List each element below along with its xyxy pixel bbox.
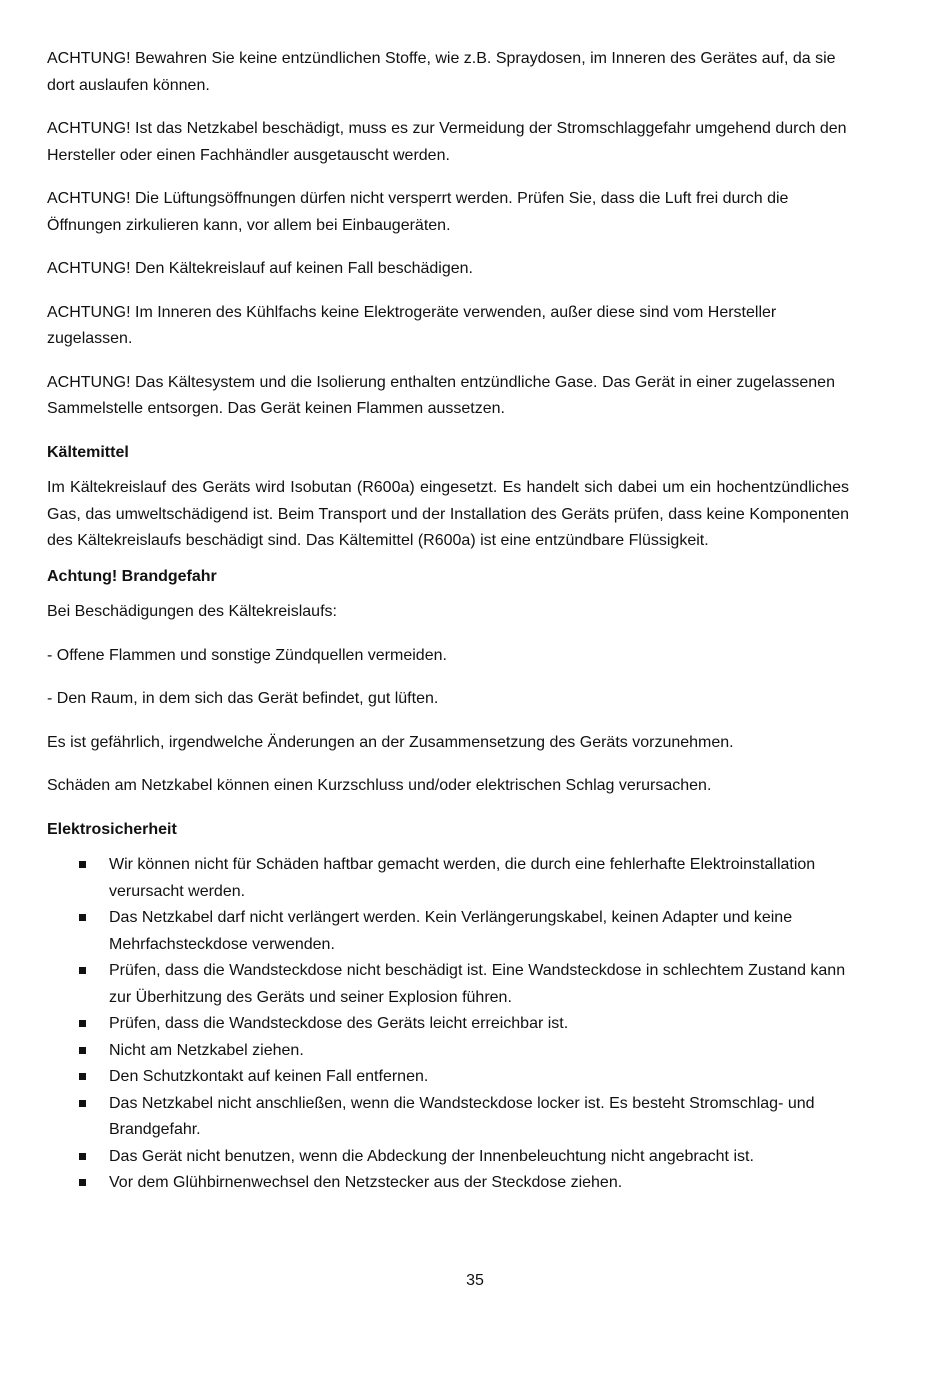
list-item: [109, 1064, 849, 1091]
section-heading-refrigerant: Kältemittel: [47, 443, 129, 461]
list-item-text: Nicht am Netzkabel ziehen.: [109, 1041, 304, 1059]
list-item-text: Das Gerät nicht benutzen, wenn die Abdeckung der Innenbeleuchtung nicht angebracht ist.: [109, 1147, 754, 1165]
square-bullet-icon: [79, 1100, 86, 1107]
refrigerant-paragraph: Im Kältekreislauf des Geräts wird Isobutan (R600a) eingesetzt. Es handelt sich dabei um ein hochentzündliches Gas, das umweltschädigend ist. Beim Transport und der Installation des Geräts prüfen, dass keine Komponenten des Kältekreislaufs beschädigt sind. Das Kältemittel (R600a) ist eine entzündbare Flüssigkeit.: [47, 479, 849, 549]
square-bullet-icon: [79, 967, 86, 974]
list-item: [109, 1038, 849, 1065]
warning-paragraph: ACHTUNG! Den Kältekreislauf auf keinen Fall beschädigen.: [47, 260, 473, 277]
square-bullet-icon: [79, 1047, 86, 1054]
list-item: [109, 1011, 849, 1038]
list-item-text: Das Netzkabel nicht anschließen, wenn die Wandsteckdose locker ist. Es besteht Stromschlag- und Brandgefahr.: [109, 1094, 815, 1138]
square-bullet-icon: [79, 1153, 86, 1160]
list-item: [109, 852, 849, 905]
list-item-text: Vor dem Glühbirnenwechsel den Netzstecker aus der Steckdose ziehen.: [109, 1174, 623, 1191]
section-heading-fire-hazard: Achtung! Brandgefahr: [47, 567, 217, 585]
list-item: [109, 1091, 849, 1144]
fire-paragraph: - Offene Flammen und sonstige Zündquellen vermeiden.: [47, 646, 447, 664]
list-item-text: Wir können nicht für Schäden haftbar gemacht werden, die durch eine fehlerhafte Elektroinstallation verursacht werden.: [109, 856, 816, 900]
fire-paragraph: Es ist gefährlich, irgendwelche Änderungen an der Zusammensetzung des Geräts vorzunehmen.: [47, 733, 734, 751]
warning-paragraph: ACHTUNG! Im Inneren des Kühlfachs keine Elektrogeräte verwenden, außer diese sind vom Hersteller zugelassen.: [47, 303, 777, 347]
list-item-text: Prüfen, dass die Wandsteckdose des Geräts leicht erreichbar ist.: [109, 1015, 569, 1032]
warning-paragraph: ACHTUNG! Die Lüftungsöffnungen dürfen nicht versperrt werden. Prüfen Sie, dass die Luft frei durch die Öffnungen zirkulieren kann, vor allem bei Einbaugeräten.: [47, 190, 789, 234]
warning-paragraph: ACHTUNG! Bewahren Sie keine entzündlichen Stoffe, wie z.B. Spraydosen, im Inneren des Gerätes auf, da sie dort auslaufen können.: [47, 50, 836, 94]
list-item: [109, 905, 849, 958]
square-bullet-icon: [79, 861, 86, 868]
square-bullet-icon: [79, 1020, 86, 1027]
square-bullet-icon: [79, 1073, 86, 1080]
electrical-safety-list: [47, 852, 849, 1197]
fire-paragraph: Bei Beschädigungen des Kältekreislaufs:: [47, 603, 337, 620]
section-heading-electrical-safety: Elektrosicherheit: [47, 820, 177, 838]
list-item: [109, 958, 849, 1011]
fire-paragraph: Schäden am Netzkabel können einen Kurzschluss und/oder elektrischen Schlag verursachen.: [47, 777, 712, 794]
list-item: [109, 1170, 849, 1197]
square-bullet-icon: [79, 1179, 86, 1186]
warning-paragraph: ACHTUNG! Ist das Netzkabel beschädigt, muss es zur Vermeidung der Stromschlaggefahr umgehend durch den Hersteller oder einen Fachhändler ausgetauscht werden.: [47, 120, 847, 164]
list-item: [109, 1144, 849, 1171]
page-number: 35: [466, 1272, 484, 1289]
list-item-text: Das Netzkabel darf nicht verlängert werden. Kein Verlängerungskabel, keinen Adapter und keine Mehrfachsteckdose verwenden.: [109, 909, 793, 953]
warning-paragraph: ACHTUNG! Das Kältesystem und die Isolierung enthalten entzündliche Gase. Das Gerät in einer zugelassenen Sammelstelle entsorgen. Das Gerät keinen Flammen aussetzen.: [47, 373, 835, 417]
document-page: [47, 46, 849, 1197]
list-item-text: Prüfen, dass die Wandsteckdose nicht beschädigt ist. Eine Wandsteckdose in schlechtem Zustand kann zur Überhitzung des Geräts und seiner Explosion führen.: [109, 962, 846, 1006]
fire-paragraph: - Den Raum, in dem sich das Gerät befindet, gut lüften.: [47, 690, 439, 707]
square-bullet-icon: [79, 914, 86, 921]
list-item-text: Den Schutzkontakt auf keinen Fall entfernen.: [109, 1068, 429, 1085]
